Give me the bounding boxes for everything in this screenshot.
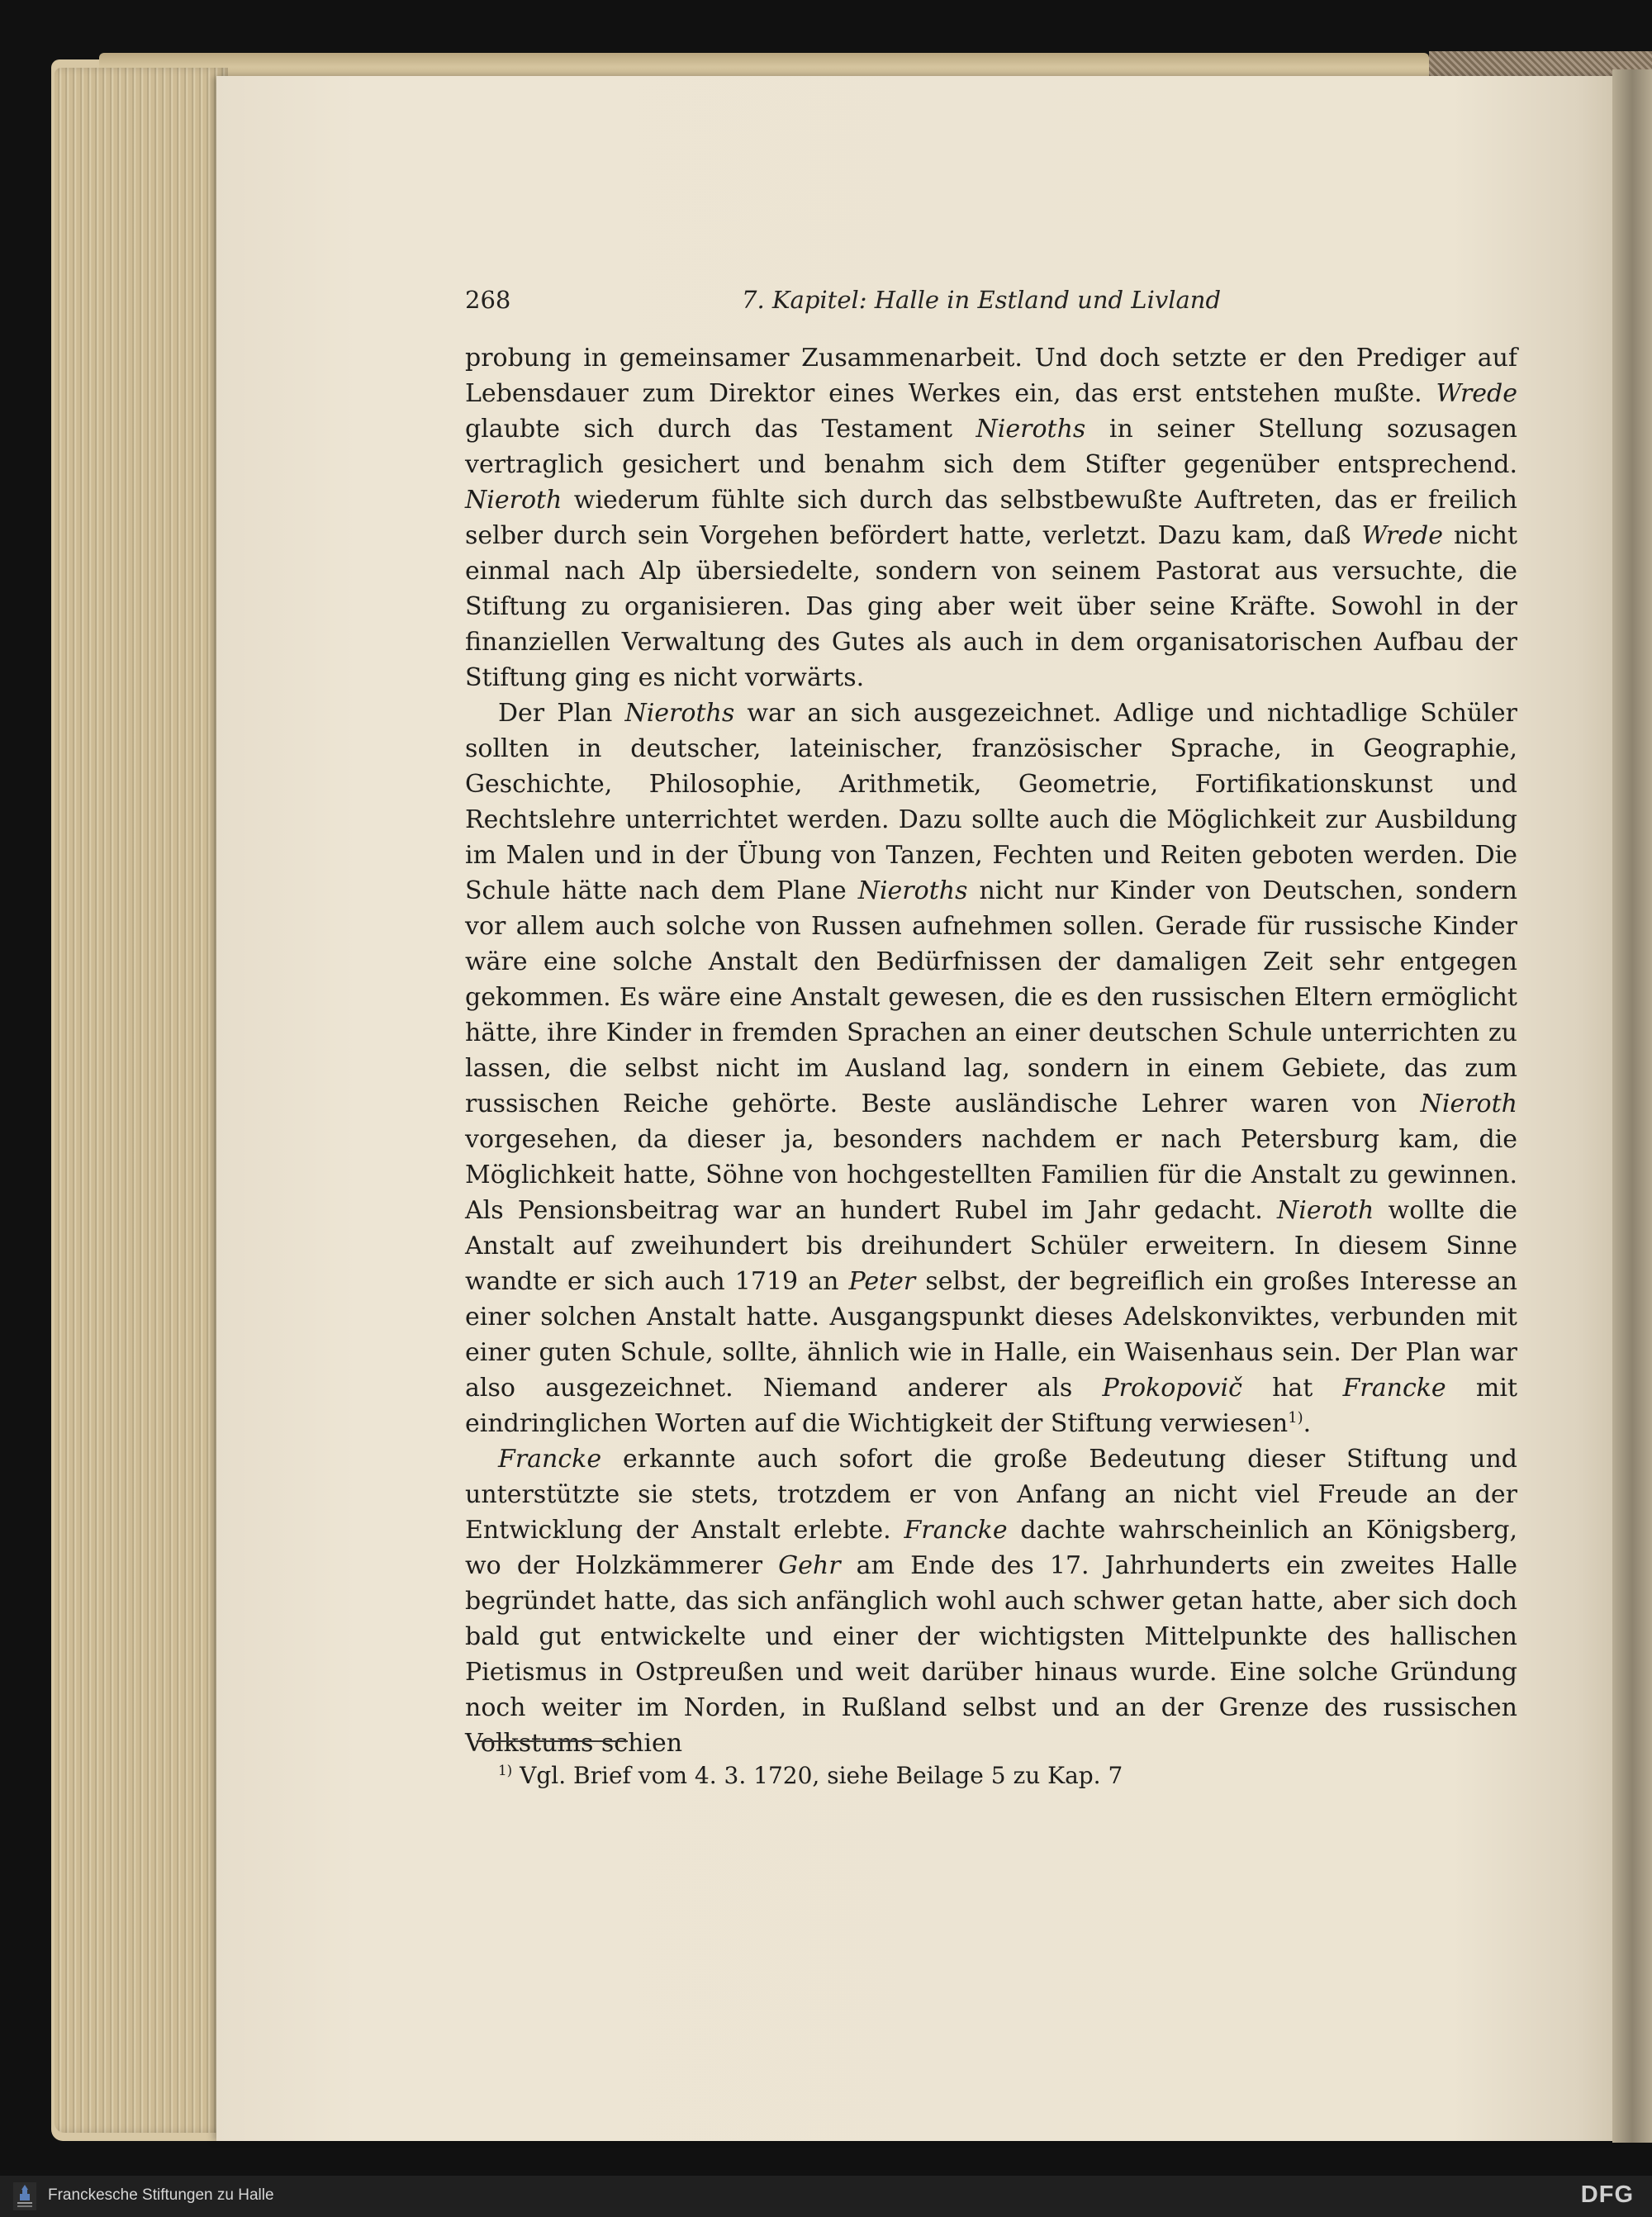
footnote-text: Vgl. Brief vom 4. 3. 1720, siehe Beilage 5 zu Kap. 7 [512,1762,1123,1789]
paragraph-2 [465,695,1517,1441]
footnote [465,1759,1550,1792]
person-name: Nieroths [976,415,1086,444]
text-run: nicht einmal nach Alp übersiedelte, sondern von seinem Pastorat aus versuchte, die Stiftung zu organisieren. Das ging aber weit über seine Kräfte. Sowohl in der finanziellen Verwaltung des Gutes als auch in dem organisatorischen Aufbau der Stiftung ging es nicht vorwärts. [465,521,1517,692]
person-name: Nieroth [465,486,563,515]
person-name: Wrede [1436,379,1517,408]
text-run: erkannte auch sofort die große Bedeutung dieser Stiftung und unterstützte sie stets, trotzdem er von Anfang an nicht viel Freude an der Entwicklung der Anstalt erlebte. [465,1445,1517,1545]
text-run: in seiner Stellung sozusagen vertraglich gesichert und benahm sich dem Stifter gegenüber entsprechend. [465,415,1518,479]
person-name: Francke [498,1445,602,1474]
text-run: vorgesehen, da dieser ja, besonders nachdem er nach Petersburg kam, die Möglichkeit hatte, Söhne von hochgestellten Familien für die Anstalt zu gewinnen. Als Pensionsbeitrag war an hundert Rubel im Jahr gedacht. [465,1125,1517,1225]
page-number: 268 [465,286,511,314]
footer-dfg-logo[interactable]: DFG [1580,2181,1634,2208]
text-run: wollte die Anstalt auf zweihundert bis dreihundert Schüler erweitern. In diesem Sinne wandte er sich auch 1719 an [465,1196,1517,1296]
person-name: Prokopovič [1102,1374,1242,1403]
footnote-divider [477,1740,628,1742]
text-run: glaubte sich durch das Testament [465,415,976,444]
text-run: mit eindringlichen Worten auf die Wichtigkeit der Stiftung verwiesen [465,1374,1517,1438]
footer-owner-link[interactable]: Franckesche Stiftungen zu Halle [48,2186,274,2204]
paragraph-3 [465,1441,1517,1761]
viewer-footer [0,2176,1652,2217]
person-name: Francke [1342,1374,1446,1403]
text-run: am Ende des 17. Jahrhunderts ein zweites Halle begründet hatte, das sich anfänglich wohl auch schwer getan hatte, aber sich doch bald gut entwickelte und einer der wichtigsten Mittelpunkte des hallischen Pietismus in Ostpreußen und weit darüber hinaus wurde. Eine solche Gründung noch weiter im Norden, in Rußland selbst und an der Grenze des russischen Volkstums schien [465,1551,1518,1758]
text-run: probung in gemeinsamer Zusammenarbeit. Und doch setzte er den Prediger auf Lebensdauer zum Direktor eines Werkes ein, das erst entstehen mußte. [465,344,1517,408]
person-name: Francke [904,1516,1008,1545]
text-run: selbst, der begreiflich ein großes Interesse an einer solchen Anstalt hatte. Ausgangspunkt dieses Adelskonviktes, verbunden mit einer guten Schule, sollte, ähnlich wie in Halle, ein Waisenhaus sein. Der Plan war also ausgezeichnet. Niemand anderer als [465,1267,1518,1403]
text-run: war an sich ausgezeichnet. Adlige und nichtadlige Schüler sollten in deutscher, lateinischer, französischer Sprache, in Geographie, Geschichte, Philosophie, Arithmetik, Geometrie, Fortifikationskunst und Rechtslehre unterrichtet werden. Dazu sollte auch die Möglichkeit zur Ausbildung im Malen und in der Übung von Tanzen, Fechten und Reiten geboten werden. Die Schule hätte nach dem Plane [465,699,1517,905]
person-name: Peter [848,1267,916,1296]
person-name: Nieroths [624,699,735,728]
person-name: Wrede [1361,521,1443,550]
person-name: Nieroths [857,876,968,905]
person-name: Nieroth [1277,1196,1374,1225]
page-edges [55,68,228,2133]
text-run: hat [1241,1374,1343,1403]
text-run: nicht nur Kinder von Deutschen, sondern vor allem auch solche von Russen aufnehmen sollen. Gerade für russische Kinder wäre eine solche Anstalt den Bedürfnissen der damaligen Zeit sehr entgegen gekommen. Es wäre eine Anstalt gewesen, die es den russischen Eltern ermöglicht hätte, ihre Kinder in fremden Sprachen an einer deutschen Schule unterrichten zu lassen, die selbst nicht im Ausland lag, sondern in einem Gebiete, das zum russischen Reiche gehörte. Beste ausländische Lehrer waren von [465,876,1517,1118]
book-gutter [1612,69,1652,2143]
text-run: wiederum fühlte sich durch das selbstbewußte Auftreten, das er freilich selber durch sein Vorgehen befördert hatte, verletzt. Dazu kam, daß [465,486,1517,550]
person-name: Nieroth [1420,1090,1517,1118]
chapter-title: 7. Kapitel: Halle in Estland und Livland [742,286,1222,314]
franckesche-stiftungen-logo-icon[interactable] [13,2182,36,2210]
running-head [465,286,1232,322]
text-run: dachte wahrscheinlich an Königsberg, wo der Holzkämmerer [465,1516,1517,1580]
paragraph-1 [465,340,1517,695]
person-name: Gehr [778,1551,841,1580]
text-run: . [1303,1409,1312,1438]
book-top-edge [99,53,1429,76]
footnote-reference: 1) [1288,1409,1303,1427]
text-run: Der Plan [498,699,625,728]
footnote-marker: 1) [498,1761,513,1778]
body-text [465,340,1517,1761]
